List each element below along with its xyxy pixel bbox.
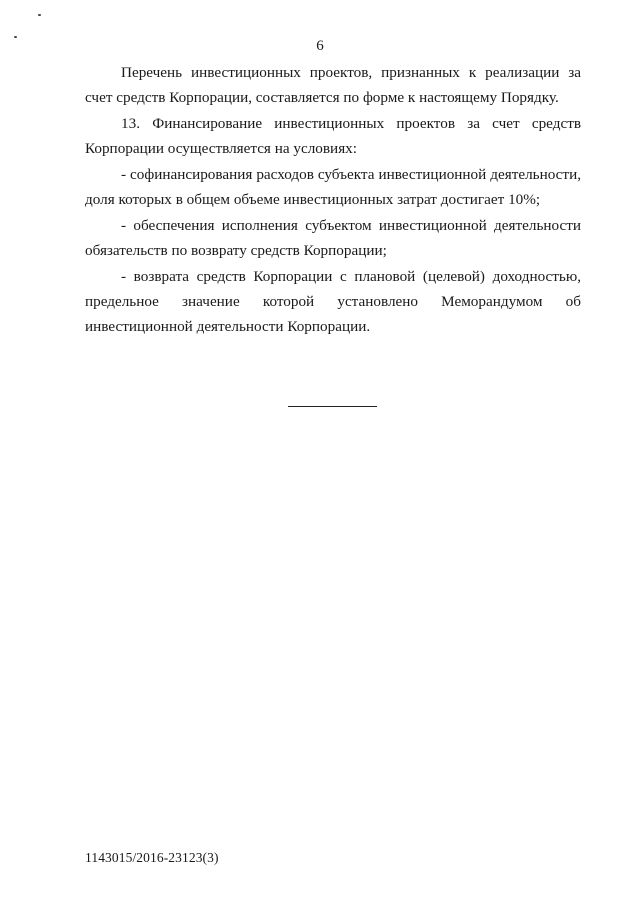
end-of-text-divider bbox=[288, 406, 377, 407]
document-body bbox=[85, 60, 581, 340]
document-code: 1143015/2016-23123(3) bbox=[85, 850, 219, 865]
paragraph-obligations: - обеспечения исполнения субъектом инвестиционной деятельности обязательств по возврату средств Корпорации; bbox=[85, 217, 581, 259]
page-number: 6 bbox=[316, 38, 324, 54]
paragraph-project-list: Перечень инвестиционных проектов, признанных к реализации за счет средств Корпорации, составляется по форме к настоящему Порядку. bbox=[85, 64, 581, 106]
scan-speck bbox=[14, 36, 17, 38]
paragraph-cofinancing: - софинансирования расходов субъекта инвестиционной деятельности, доля которых в общем объеме инвестиционных затрат достигает 10%; bbox=[85, 166, 581, 208]
paragraph-financing-conditions: 13. Финансирование инвестиционных проектов за счет средств Корпорации осуществляется на условиях: bbox=[85, 115, 581, 157]
paragraph-return: - возврата средств Корпорации с плановой (целевой) доходностью, предельное значение которой установлено Меморандумом об инвестиционной деятельности Корпорации. bbox=[85, 268, 581, 335]
scan-speck bbox=[38, 14, 41, 16]
